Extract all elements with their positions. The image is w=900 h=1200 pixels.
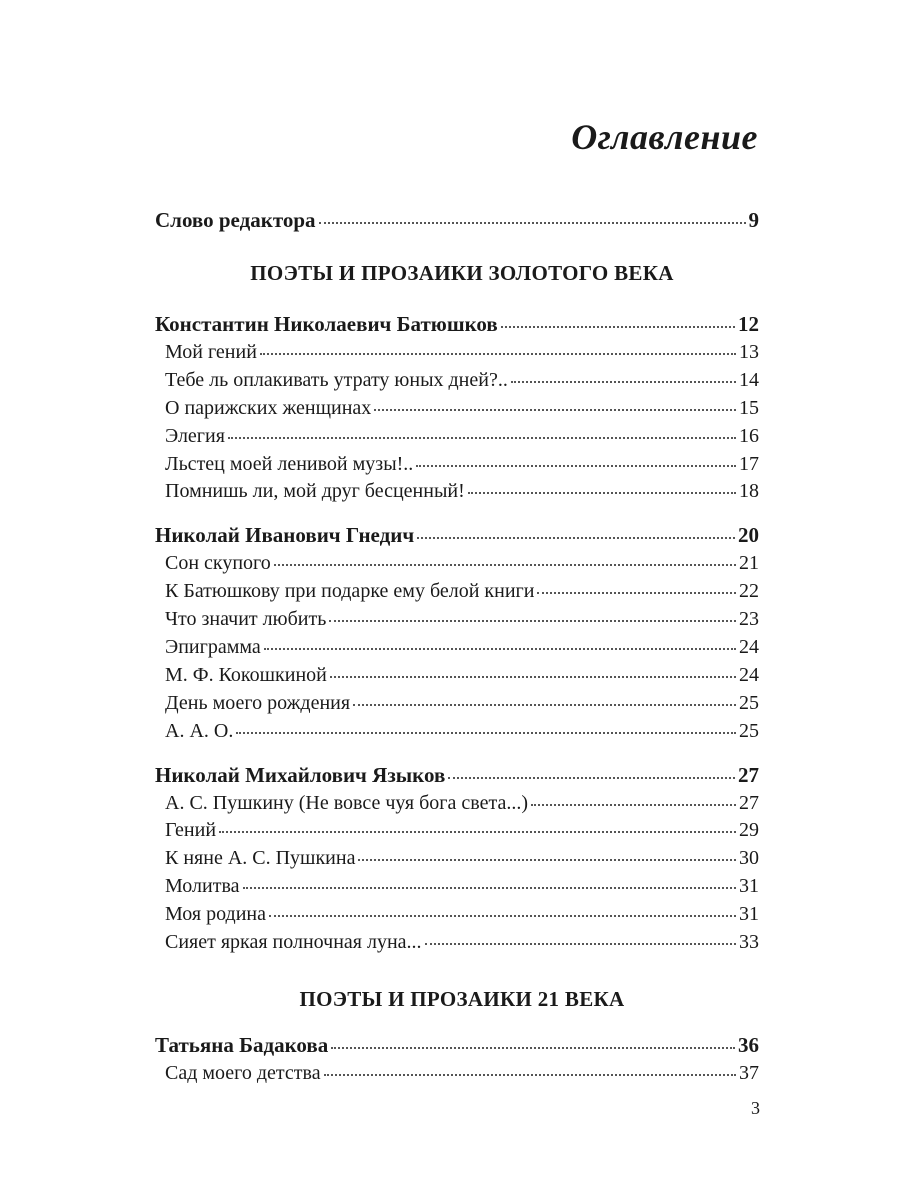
leader-dots (358, 859, 736, 861)
section-heading: ПОЭТЫ И ПРОЗАИКИ ЗОЛОТОГО ВЕКА (250, 261, 674, 285)
toc-item-title: Льстец моей ленивой музы!.. (165, 452, 414, 475)
leader-dots (416, 465, 736, 467)
toc-item[interactable] (155, 817, 759, 845)
toc-item-title: Что значит любить (165, 608, 327, 631)
toc-item-title: Тебе ль оплакивать утрату юных дней?.. (165, 368, 508, 391)
toc-item-page: 25 (739, 691, 759, 714)
toc-item-title: Гений (165, 819, 217, 842)
toc-author-page: 20 (738, 523, 759, 548)
toc-item-title: Сон скупого (165, 552, 271, 575)
toc-item-title: А. А. О. (165, 719, 234, 742)
toc-author[interactable] (155, 309, 759, 339)
page-title: Оглавление (571, 117, 758, 157)
leader-dots (468, 492, 736, 494)
toc-author-page: 12 (738, 312, 759, 336)
toc-item[interactable] (155, 901, 759, 929)
toc-item[interactable] (155, 606, 759, 634)
toc-item-page: 29 (739, 819, 759, 842)
toc-item-page: 31 (739, 875, 759, 898)
toc-item[interactable] (155, 690, 759, 718)
toc-item-title: Помнишь ли, мой друг бесценный! (165, 480, 465, 503)
toc-item[interactable] (155, 395, 759, 423)
toc-item-title: О парижских женщинах (165, 396, 372, 419)
toc-author-page: 27 (738, 762, 759, 787)
toc-item-page: 15 (739, 396, 759, 419)
toc-author-name: Николай Михайлович Языков (155, 762, 446, 787)
toc-item[interactable] (155, 929, 759, 957)
section-heading: ПОЭТЫ И ПРОЗАИКИ 21 ВЕКА (299, 986, 625, 1011)
toc-author[interactable] (155, 760, 759, 790)
toc-author[interactable] (155, 520, 759, 550)
leader-dots (274, 564, 736, 566)
leader-dots (537, 592, 736, 594)
toc-item-title: Молитва (165, 875, 240, 898)
toc-item-page: 24 (739, 663, 759, 686)
toc-item[interactable] (155, 367, 759, 395)
toc-author[interactable] (155, 1030, 759, 1060)
leader-dots (264, 648, 736, 650)
leader-dots (329, 620, 736, 622)
toc-author-page: 36 (738, 1032, 759, 1057)
toc-item-title: М. Ф. Кокошкиной (165, 663, 327, 686)
toc-item-title: Эпиграмма (165, 636, 261, 659)
leader-dots (353, 704, 736, 706)
leader-dots (448, 777, 735, 779)
toc-item[interactable] (155, 718, 759, 746)
toc-item-page: 25 (739, 719, 759, 742)
leader-dots (501, 326, 735, 328)
leader-dots (219, 831, 736, 833)
leader-dots (324, 1074, 736, 1076)
toc-item[interactable] (155, 1060, 759, 1088)
leader-dots (531, 804, 736, 806)
toc-item[interactable] (155, 578, 759, 606)
toc-item-title: А. С. Пушкину (Не вовсе чуя бога света...) (165, 791, 528, 814)
leader-dots (511, 381, 736, 383)
toc-entry-page: 9 (748, 208, 759, 232)
toc-item[interactable] (155, 339, 759, 367)
toc-author-name: Татьяна Бадакова (155, 1032, 329, 1057)
toc-item-page: 13 (739, 341, 759, 363)
table-of-contents (155, 200, 759, 1088)
toc-item-page: 31 (739, 903, 759, 926)
toc-item[interactable] (155, 634, 759, 662)
leader-dots (260, 353, 736, 355)
page-number: 3 (751, 1098, 760, 1118)
toc-item[interactable] (155, 662, 759, 690)
toc-item-page: 18 (739, 480, 759, 503)
leader-dots (228, 437, 736, 439)
toc-item-page: 22 (739, 580, 759, 603)
toc-item[interactable] (155, 790, 759, 818)
toc-item[interactable] (155, 423, 759, 451)
leader-dots (425, 943, 736, 945)
toc-item-page: 24 (739, 636, 759, 659)
toc-item-title: К Батюшкову при подарке ему белой книги (165, 580, 535, 603)
toc-author-name: Константин Николаевич Батюшков (155, 312, 498, 336)
leader-dots (374, 409, 736, 411)
toc-item-page: 23 (739, 608, 759, 631)
toc-item-page: 27 (739, 791, 759, 814)
toc-item-page: 30 (739, 847, 759, 870)
leader-dots (236, 732, 736, 734)
leader-dots (330, 676, 736, 678)
toc-item-title: День моего рождения (165, 691, 351, 714)
toc-item-page: 33 (739, 931, 759, 954)
toc-author-name: Николай Иванович Гнедич (155, 523, 415, 548)
toc-item-page: 16 (739, 424, 759, 447)
toc-item-title: К няне А. С. Пушкина (165, 847, 356, 870)
toc-entry-label: Слово редактора (155, 208, 316, 232)
toc-item[interactable] (155, 845, 759, 873)
leader-dots (269, 915, 736, 917)
toc-item[interactable] (155, 550, 759, 578)
toc-item-title: Сияет яркая полночная луна... (165, 931, 422, 954)
toc-item-page: 17 (739, 452, 759, 475)
toc-item-title: Сад моего детства (165, 1061, 321, 1084)
toc-item-page: 21 (739, 552, 759, 575)
leader-dots (331, 1047, 735, 1049)
toc-entry-foreword[interactable] (155, 200, 759, 240)
toc-item-page: 37 (739, 1061, 759, 1084)
leader-dots (417, 537, 735, 539)
leader-dots (319, 222, 746, 224)
toc-item[interactable] (155, 451, 759, 479)
toc-item-page: 14 (739, 368, 759, 391)
toc-item-title: Моя родина (165, 903, 266, 926)
toc-item[interactable] (155, 478, 759, 506)
toc-item-title: Элегия (165, 424, 225, 447)
toc-item-title: Мой гений (165, 341, 257, 363)
toc-item[interactable] (155, 873, 759, 901)
leader-dots (243, 887, 736, 889)
